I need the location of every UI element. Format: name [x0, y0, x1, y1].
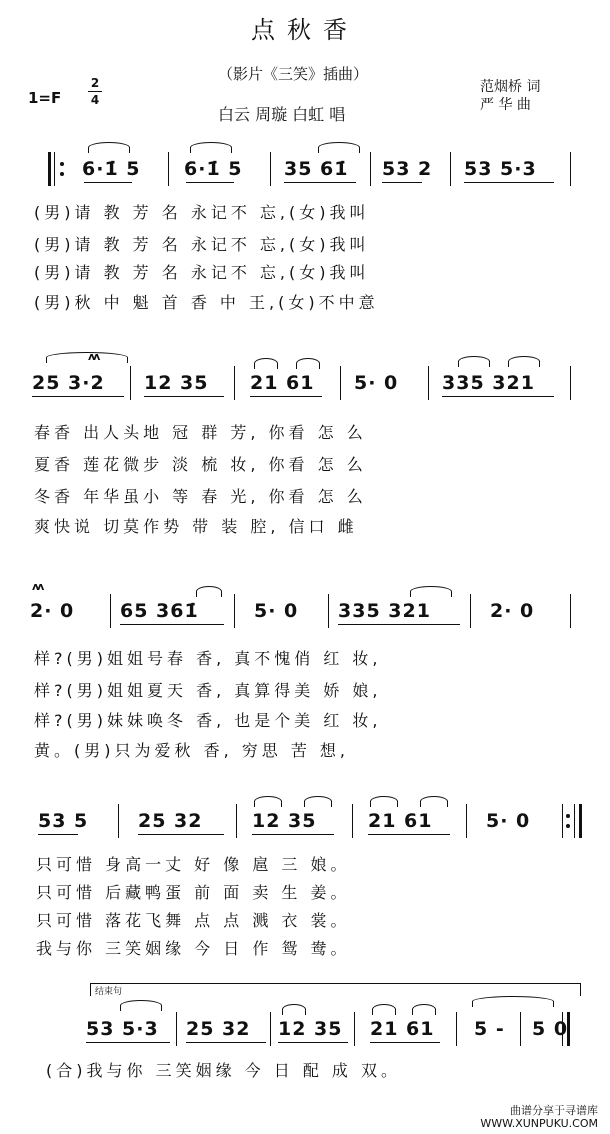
measure: 335 321	[338, 600, 431, 622]
measure: 21 61	[370, 1018, 435, 1040]
lyric-line: (男)请 教 芳 名 永记不 忘,(女)我叫	[34, 263, 370, 282]
score-system-5	[0, 1008, 610, 1048]
measure: 5· 0	[486, 810, 531, 832]
lyric-line: (男)秋 中 魁 首 香 中 王,(女)不中意	[34, 293, 379, 312]
measure: 5 -	[474, 1018, 505, 1040]
key-signature: 1=F	[28, 89, 62, 107]
measure: 21 61	[368, 810, 433, 832]
lyric-line: 样?(男)妹妹唤冬 香, 也是个美 红 妆,	[34, 711, 382, 730]
measure: 65 361̇	[120, 600, 199, 622]
lyric-line: (男)请 教 芳 名 永记不 忘,(女)我叫	[34, 203, 370, 222]
measure: 53 5·3	[86, 1018, 159, 1040]
score-system-4	[0, 800, 610, 840]
measure: 5 0	[532, 1018, 569, 1040]
lyric-line: 夏香 莲花微步 淡 梳 妆, 你看 怎 么	[34, 455, 367, 474]
measure: 53 2	[382, 158, 433, 180]
measure: 53 5	[38, 810, 89, 832]
meter-bottom: 4	[90, 93, 100, 107]
ending-label: 结束句	[90, 983, 581, 996]
subtitle: （影片《三笑》插曲）	[218, 65, 369, 83]
lyric-line: 只可惜 身高一丈 好 像 扈 三 娘。	[36, 855, 351, 874]
lyric-line: 样?(男)姐姐号春 香, 真不愧俏 红 妆,	[34, 649, 382, 668]
lyric-line: 只可惜 后藏鸭蛋 前 面 卖 生 姜。	[36, 883, 351, 902]
song-title: 点秋香	[251, 16, 359, 44]
score-system-1	[0, 148, 610, 188]
meter-top: 2	[90, 76, 100, 90]
measure: 5· 0	[254, 600, 299, 622]
lyric-line: 我与你 三笑姻缘 今 日 作 鸳 鸯。	[36, 939, 351, 958]
watermark-line2: WWW.XUNPUKU.COM	[480, 1117, 598, 1130]
measure: 6·1̇ 5	[184, 158, 243, 180]
measure: 2· 0	[30, 600, 75, 622]
measure: 6·1̇ 5	[82, 158, 141, 180]
mordent-icon: ᴧᴧ	[88, 350, 99, 363]
lyricist-credit: 范烟桥 词	[480, 79, 541, 95]
lyric-line: 黄。(男)只为爱秋 香, 穷思 苦 想,	[34, 741, 350, 760]
score-system-2	[0, 350, 610, 402]
lyric-line: 春香 出人头地 冠 群 芳, 你看 怎 么	[34, 423, 367, 442]
lyric-line: (男)请 教 芳 名 永记不 忘,(女)我叫	[34, 235, 370, 254]
measure: 25 32	[138, 810, 203, 832]
measure: 5· 0	[354, 372, 399, 394]
measure: 25 32	[186, 1018, 251, 1040]
measure: 12 35	[144, 372, 209, 394]
watermark	[480, 1104, 598, 1130]
score-system-3	[0, 580, 610, 630]
time-signature	[88, 76, 102, 107]
mordent-icon: ᴧᴧ	[32, 580, 43, 593]
measure: 12 35	[278, 1018, 343, 1040]
measure: 35 61̇	[284, 158, 349, 180]
measure: 25 3·2	[32, 372, 105, 394]
lyric-line: (合)我与你 三笑姻缘 今 日 配 成 双。	[46, 1061, 402, 1080]
singers: 白云 周璇 白虹 唱	[218, 105, 346, 124]
measure: 2· 0	[490, 600, 535, 622]
lyric-line: 爽快说 切莫作势 带 装 腔, 信口 雌	[34, 517, 358, 536]
lyric-line: 样?(男)姐姐夏天 香, 真算得美 娇 娘,	[34, 681, 382, 700]
measure: 12 35	[252, 810, 317, 832]
measure: 335 321	[442, 372, 535, 394]
measure: 21 61	[250, 372, 315, 394]
composer-credit: 严 华 曲	[480, 97, 531, 113]
lyric-line: 冬香 年华虽小 等 春 光, 你看 怎 么	[34, 487, 367, 506]
lyric-line: 只可惜 落花飞舞 点 点 溅 衣 裳。	[36, 911, 351, 930]
measure: 53 5·3	[464, 158, 537, 180]
watermark-line1: 曲谱分享于寻谱库	[510, 1104, 598, 1117]
